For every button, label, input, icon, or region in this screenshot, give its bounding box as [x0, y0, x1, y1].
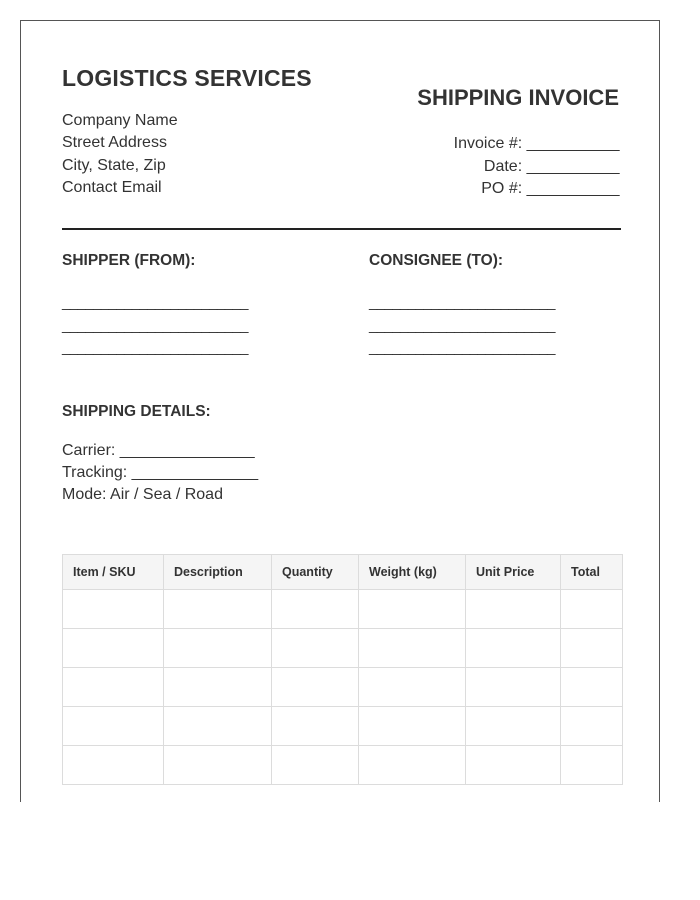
table-cell[interactable]: [359, 590, 466, 629]
table-cell[interactable]: [164, 746, 272, 785]
table-cell[interactable]: [164, 590, 272, 629]
consignee-lines: [369, 292, 555, 360]
table-cell[interactable]: [561, 746, 623, 785]
shipping-mode: Mode: Air / Sea / Road: [62, 486, 223, 504]
consignee-heading: CONSIGNEE (TO):: [369, 252, 504, 269]
table-cell[interactable]: [63, 707, 164, 746]
table-cell[interactable]: [272, 707, 359, 746]
invoice-number-label: Invoice #:: [453, 135, 523, 152]
shipping-details: [62, 440, 258, 507]
column-header-weight: Weight (kg): [359, 555, 466, 590]
table-row: [63, 590, 623, 629]
table-cell[interactable]: [359, 707, 466, 746]
company-info: [62, 110, 178, 199]
header-divider: [62, 228, 621, 230]
table-header-row: [63, 555, 623, 590]
table-cell[interactable]: [63, 629, 164, 668]
table-cell[interactable]: [561, 629, 623, 668]
table-cell[interactable]: [359, 629, 466, 668]
table-row: [63, 707, 623, 746]
column-header-total: Total: [561, 555, 623, 590]
invoice-number-field: [454, 133, 619, 156]
shipper-lines: [62, 292, 248, 360]
table-cell[interactable]: [272, 668, 359, 707]
table-cell[interactable]: [272, 590, 359, 629]
table-cell[interactable]: [466, 629, 561, 668]
table-cell[interactable]: [164, 629, 272, 668]
contact-email-line: Contact Email: [62, 178, 162, 196]
table-cell[interactable]: [359, 668, 466, 707]
table-cell[interactable]: [164, 668, 272, 707]
tracking-field: [62, 462, 258, 484]
column-header-unit-price: Unit Price: [466, 555, 561, 590]
po-number-blank[interactable]: ___________: [526, 180, 619, 197]
table-cell[interactable]: [63, 668, 164, 707]
table-cell[interactable]: [466, 668, 561, 707]
carrier-label: Carrier:: [62, 442, 116, 459]
table-cell[interactable]: [466, 590, 561, 629]
column-header-description: Description: [164, 555, 272, 590]
date-label: Date:: [483, 157, 523, 175]
table-cell[interactable]: [466, 746, 561, 785]
table-row: [63, 746, 623, 785]
shipper-heading: SHIPPER (FROM):: [62, 252, 196, 269]
invoice-number-blank[interactable]: ___________: [526, 135, 619, 152]
invoice-meta: [454, 133, 619, 201]
table-cell[interactable]: [63, 746, 164, 785]
invoice-sheet: [20, 20, 660, 802]
shipper-line[interactable]: ________________________: [62, 294, 248, 311]
date-blank[interactable]: ___________: [526, 157, 619, 175]
date-field: [454, 156, 619, 179]
items-table: [62, 554, 623, 785]
table-cell[interactable]: [466, 707, 561, 746]
po-number-label: PO #:: [481, 180, 523, 197]
street-address-line: Street Address: [62, 134, 167, 152]
shipper-line[interactable]: ________________________: [62, 339, 248, 357]
table-cell[interactable]: [272, 746, 359, 785]
city-state-zip-line: City, State, Zip: [62, 156, 166, 174]
table-cell[interactable]: [561, 707, 623, 746]
po-number-field: [454, 178, 619, 201]
carrier-field: [62, 440, 258, 462]
table-cell[interactable]: [561, 668, 623, 707]
shipper-line[interactable]: ________________________: [62, 316, 248, 334]
consignee-line[interactable]: ________________________: [369, 316, 555, 334]
table-row: [63, 629, 623, 668]
column-header-quantity: Quantity: [272, 555, 359, 590]
consignee-line[interactable]: ________________________: [369, 339, 555, 357]
tracking-blank[interactable]: _______________: [131, 464, 258, 482]
table-cell[interactable]: [272, 629, 359, 668]
company-name-line: Company Name: [62, 112, 178, 129]
table-cell[interactable]: [63, 590, 164, 629]
carrier-blank[interactable]: ________________: [119, 442, 255, 459]
company-title: LOGISTICS SERVICES: [62, 65, 312, 91]
table-cell[interactable]: [561, 590, 623, 629]
shipping-details-heading: SHIPPING DETAILS:: [62, 403, 211, 420]
consignee-line[interactable]: ________________________: [369, 294, 555, 311]
table-cell[interactable]: [359, 746, 466, 785]
column-header-item-sku: Item / SKU: [63, 555, 164, 590]
table-cell[interactable]: [164, 707, 272, 746]
invoice-title: SHIPPING INVOICE: [417, 85, 619, 110]
table-row: [63, 668, 623, 707]
tracking-label: Tracking:: [62, 464, 128, 482]
